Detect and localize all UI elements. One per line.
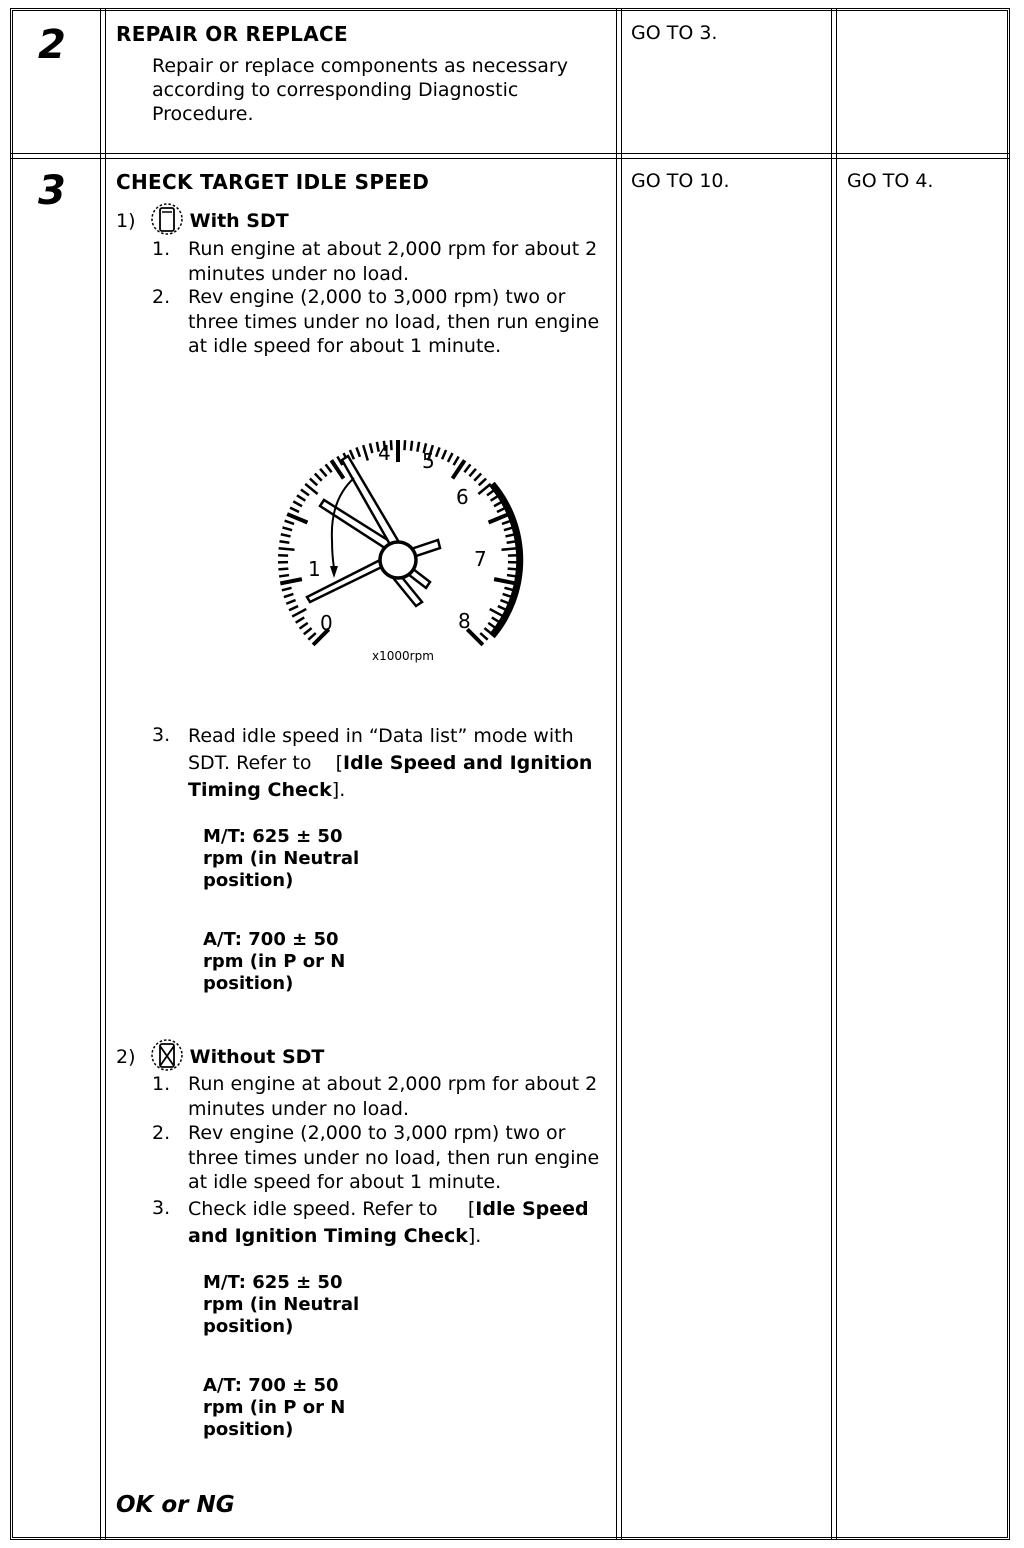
tick-mark [282,588,292,591]
ok-or-ng-question: OK or NG [116,1492,235,1518]
tick-mark [391,440,392,450]
tick-mark [281,534,291,536]
tick-mark [296,617,305,622]
tick-mark [287,514,307,522]
tick-mark [448,453,453,462]
tick-mark [464,464,470,472]
scale-label: 1 [308,557,321,581]
tick-mark [279,575,289,576]
tick-mark [315,473,322,480]
tick-mark [284,594,294,597]
tick-mark [479,479,486,486]
tick-mark [501,548,517,550]
spec-at: A/T: 700 ± 50 rpm (in P or N position) [203,1375,346,1440]
tick-mark [356,447,359,456]
tick-mark [289,606,298,610]
scale-label: 7 [474,547,487,571]
step-number: 2 [38,22,66,68]
column-divider [616,8,622,1540]
tick-mark [280,579,302,583]
tick-mark [286,600,295,604]
ok-result: GO TO 10. [631,170,730,192]
tick-mark [308,633,315,640]
ng-result: GO TO 4. [847,170,934,192]
tick-mark [301,489,309,495]
tachometer-gauge [270,390,530,684]
step-description: Repair or replace components as necessary according to corresponding Diagnostic Procedure. [152,55,568,125]
tick-mark [304,628,312,634]
spec-mt: M/T: 625 ± 50 rpm (in Neutral position) [203,1272,360,1337]
tick-mark [404,440,405,450]
with-sdt-heading [116,202,289,241]
tick-mark [436,447,439,456]
tick-mark [442,450,446,459]
tick-mark [310,479,317,486]
tick-mark [474,473,481,480]
column-divider [100,8,106,1540]
tick-mark [278,569,288,570]
step-number: 3 [38,168,66,214]
spec-at: A/T: 700 ± 50 rpm (in P or N position) [203,929,346,994]
scale-label: 4 [378,441,391,465]
scale-label: 8 [458,609,471,633]
step-title: REPAIR OR REPLACE [116,22,348,46]
tick-mark [490,609,504,617]
with-sdt-label: With SDT [189,210,289,232]
reference-link[interactable]: Idle Speed and Ignition Timing Check [188,752,593,801]
tick-mark [469,469,475,477]
tick-mark [293,501,302,506]
tick-mark [297,495,305,500]
tick-mark [300,623,308,629]
scale-label: 6 [456,485,469,509]
spec-mt: M/T: 625 ± 50 rpm (in Neutral position) [203,826,360,891]
tick-mark [411,441,412,451]
without-sdt-label: Without SDT [189,1046,325,1068]
unit-label: x1000rpm [372,649,434,663]
list-marker: 2) [116,1046,136,1068]
tick-mark [326,464,332,472]
tick-mark [290,508,299,512]
column-divider [831,8,837,1540]
tick-mark [489,514,509,522]
scale-label: 0 [320,611,333,635]
scale-label: 5 [422,449,435,473]
row-divider [10,153,1010,159]
tick-mark [279,548,295,550]
tick-mark [292,609,306,617]
tick-mark [283,527,293,530]
tick-mark [417,442,419,452]
tick-mark [363,445,368,460]
tick-mark [370,443,372,453]
tick-mark [320,469,326,477]
tick-mark [279,541,289,543]
sdt-tool-icon [142,202,184,241]
tick-mark [480,633,487,640]
list-marker: 1) [116,210,136,232]
tick-mark [285,521,294,524]
ok-result: GO TO 3. [631,22,718,44]
tick-mark [494,579,516,583]
tick-mark [454,456,459,465]
reference-link[interactable]: Idle Speed and Ignition Timing Check [188,1198,589,1247]
step-title: CHECK TARGET IDLE SPEED [116,170,430,194]
